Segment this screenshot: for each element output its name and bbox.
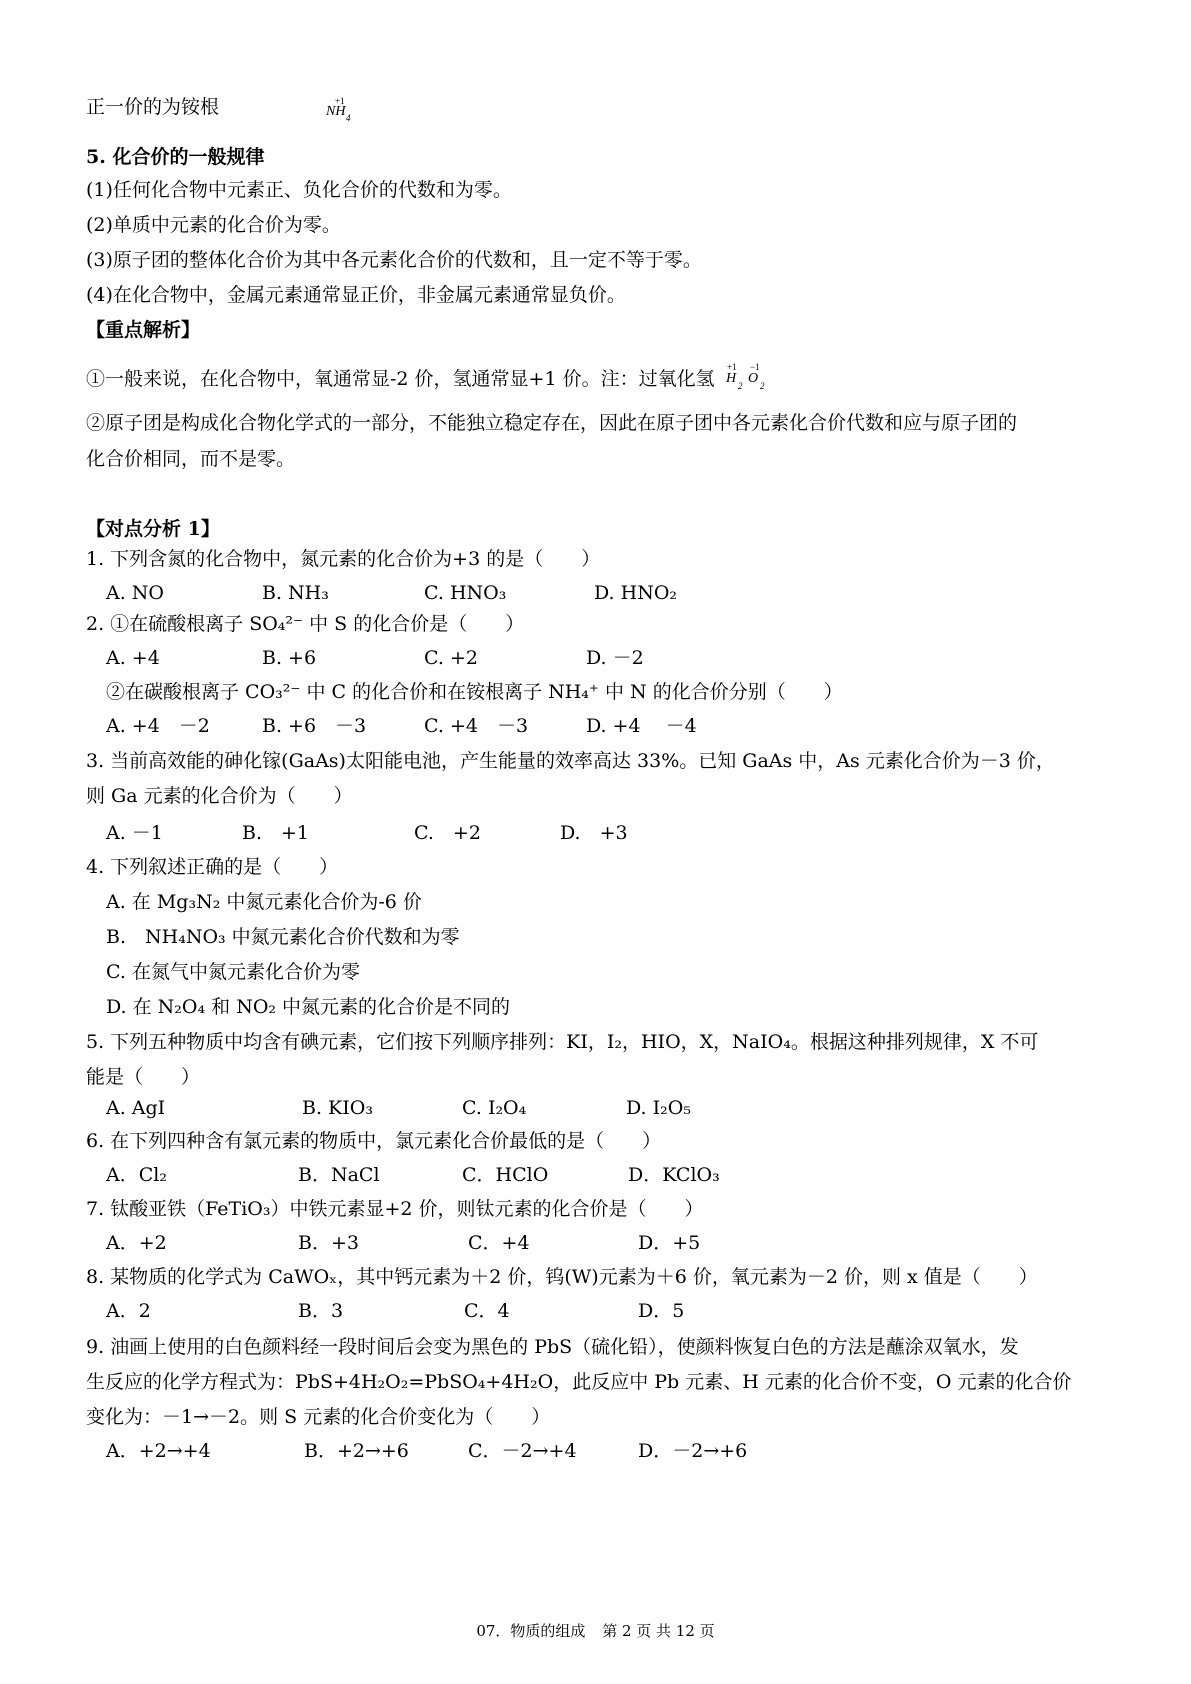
h2o2-o-valence: −1 [750,362,760,372]
q8-option-c: C．4 [464,1300,510,1322]
h2o2-o-symbol: O [748,371,759,386]
rule-4: (4)在化合物中，金属元素通常显正价，非金属元素通常显负价。 [86,284,626,306]
exercise-heading: 【对点分析 1】 [86,518,220,540]
q9-option-d: D．－2→+6 [638,1440,748,1462]
q5-option-b: B. KIO₃ [302,1097,373,1119]
question-5-line-1: 5. 下列五种物质中均含有碘元素，它们按下列顺序排列：KI，I₂，HIO，X，NaIO₄。根据这种排列规律，X 不可 [86,1031,1039,1053]
q3-option-b: B. +1 [242,822,310,844]
q2-option-c: C. +2 [424,647,478,669]
q1-option-d: D. HNO₂ [594,582,678,604]
nh4-label: 正一价的为铵根 [86,96,220,118]
question-5-line-2: 能是（ ） [86,1066,201,1088]
question-9-line-2: 生反应的化学方程式为：PbS+4H₂O₂=PbSO₄+4H₂O，此反应中 Pb 元素、H 元素的化合价不变，O 元素的化合价 [86,1371,1072,1393]
q9-option-a: A．+2→+4 [106,1440,211,1462]
question-7: 7. 钛酸亚铁（FeTiO₃）中铁元素显+2 价，则钛元素的化合价是（ ） [86,1198,704,1220]
q2b-option-d: D. +4 －4 [586,715,697,737]
footer-document-title: 07．物质的组成 [476,1622,586,1640]
q6-option-b: B．NaCl [298,1164,380,1186]
question-8: 8. 某物质的化学式为 CaWOₓ，其中钙元素为＋2 价，钨(W)元素为＋6 价，氧元素为－2 价，则 x 值是（ ） [86,1266,1038,1288]
q6-option-a: A．Cl₂ [106,1164,167,1186]
q4-option-d: D. 在 N₂O₄ 和 NO₂ 中氮元素的化合价是不同的 [106,996,511,1018]
h2o2-h-symbol: H [726,371,737,386]
q6-option-c: C．HClO [462,1164,549,1186]
q9-option-b: B．+2→+6 [304,1440,409,1462]
q3-option-a: A. －1 [106,822,163,844]
nh4-formula [326,98,366,124]
q5-option-a: A. AgI [106,1097,166,1119]
h2o2-h-valence: +1 [727,362,737,372]
question-9-line-3: 变化为：－1→－2。则 S 元素的化合价变化为（ ） [86,1406,551,1428]
h2o2-formula [726,364,776,394]
q4-option-c: C. 在氮气中氮元素化合价为零 [106,961,360,983]
q7-option-d: D．+5 [638,1232,701,1254]
q7-option-b: B．+3 [298,1232,359,1254]
question-4: 4. 下列叙述正确的是（ ） [86,856,339,878]
q1-option-a: A. NO [106,582,165,604]
q8-option-d: D．5 [638,1300,685,1322]
q2-option-b: B. +6 [262,647,317,669]
h2o2-h-subscript: 2 [738,381,743,391]
rule-2: (2)单质中元素的化合价为零。 [86,214,341,236]
q4-option-a: A. 在 Mg₃N₂ 中氮元素化合价为-6 价 [106,891,422,913]
question-2b: ②在碳酸根离子 CO₃²⁻ 中 C 的化合价和在铵根离子 NH₄⁺ 中 N 的化合价分别（ ） [106,681,843,703]
q2b-option-c: C. +4 －3 [424,715,529,737]
nh4-valence: +1 [335,96,345,106]
q7-option-c: C．+4 [468,1232,530,1254]
q8-option-a: A．2 [106,1300,151,1322]
rule-3: (3)原子团的整体化合价为其中各元素化合价的代数和，且一定不等于零。 [86,249,702,271]
analysis-point-2-line-1: ②原子团是构成化合物化学式的一部分，不能独立稳定存在，因此在原子团中各元素化合价代数和应与原子团的 [86,412,1018,434]
nh4-subscript: 4 [346,113,351,123]
analysis-point-2-line-2: 化合价相同，而不是零。 [86,448,296,470]
q1-option-b: B. NH₃ [262,582,329,604]
q2-option-d: D. －2 [586,647,644,669]
analysis-point-1: ①一般来说，在化合物中，氧通常显-2 价，氢通常显+1 价。注：过氧化氢 [86,368,715,390]
page-footer [0,1621,1191,1641]
rule-1: (1)任何化合物中元素正、负化合价的代数和为零。 [86,179,512,201]
q3-option-d: D. +3 [560,822,628,844]
q4-option-b: B. NH₄NO₃ 中氮元素化合价代数和为零 [106,926,460,948]
q7-option-a: A．+2 [106,1232,167,1254]
q3-option-c: C. +2 [414,822,481,844]
footer-page-number: 第 2 页 共 12 页 [602,1622,715,1640]
question-1: 1. 下列含氮的化合物中，氮元素的化合价为+3 的是（ ） [86,548,601,570]
question-6: 6. 在下列四种含有氯元素的物质中，氯元素化合价最低的是（ ） [86,1130,662,1152]
question-3-line-1: 3. 当前高效能的砷化镓(GaAs)太阳能电池，产生能量的效率高达 33%。已知 GaAs 中，As 元素化合价为－3 价， [86,750,1055,772]
q5-option-c: C. I₂O₄ [462,1097,527,1119]
q8-option-b: B．3 [298,1300,344,1322]
h2o2-o-subscript: 2 [760,381,765,391]
q2-option-a: A. +4 [106,647,160,669]
q9-option-c: C．－2→+4 [468,1440,577,1462]
question-3-line-2: 则 Ga 元素的化合价为（ ） [86,785,353,807]
q6-option-d: D．KClO₃ [628,1164,720,1186]
q5-option-d: D. I₂O₅ [626,1097,691,1119]
q1-option-c: C. HNO₃ [424,582,507,604]
q2b-option-b: B. +6 －3 [262,715,367,737]
question-9-line-1: 9. 油画上使用的白色颜料经一段时间后会变为黑色的 PbS（硫化铅），使颜料恢复白色的方法是蘸涂双氧水，发 [86,1336,1019,1358]
question-2: 2. ①在硫酸根离子 SO₄²⁻ 中 S 的化合价是（ ） [86,613,525,635]
analysis-heading: 【重点解析】 [86,319,201,341]
nh4-symbol: NH [326,104,346,119]
q2b-option-a: A. +4 －2 [106,715,210,737]
rules-heading: 5. 化合价的一般规律 [86,146,265,168]
